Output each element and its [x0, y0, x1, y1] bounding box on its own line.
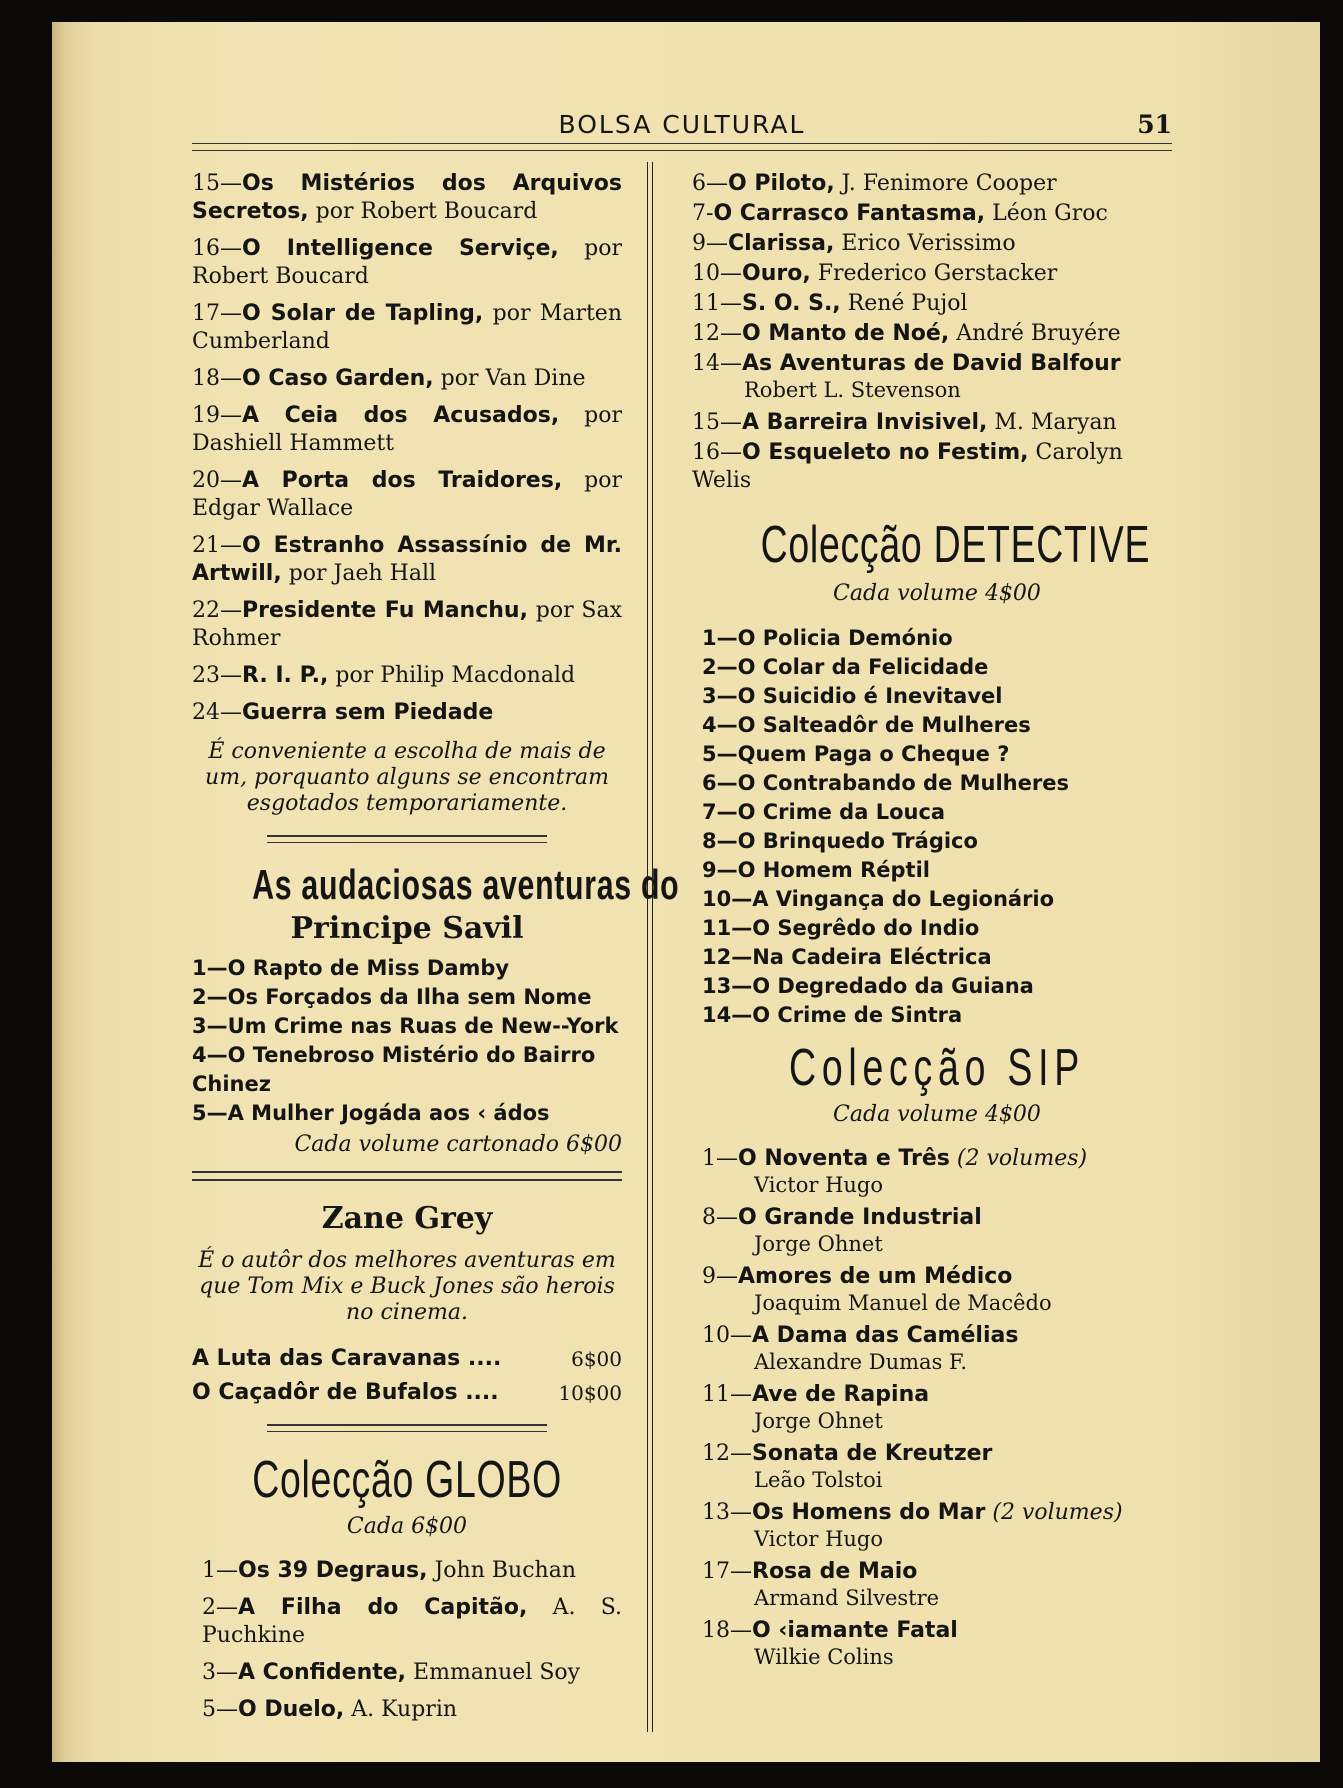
list-item: 7—O Crime da Louca — [702, 800, 946, 824]
list-item: 13—Os Homens do Mar (2 volumes) Victor Hugo — [702, 1500, 1123, 1551]
list-item: 24—Guerra sem Piedade — [192, 700, 494, 725]
savil-series-title: As audaciosas aventuras do — [252, 861, 680, 908]
globo-collection-title: Colecção GLOBO — [252, 1451, 562, 1509]
list-item: 12—Na Cadeira Eléctrica — [702, 945, 992, 969]
list-item: 2—Os Forçados da Ilha sem Nome — [192, 985, 592, 1009]
list-item: 4—O Salteadôr de Mulheres — [702, 713, 1031, 737]
zane-grey-title: Zane Grey — [321, 1201, 493, 1236]
page-header — [192, 90, 1172, 150]
list-item: 10—Ouro, Frederico Gerstacker — [692, 261, 1058, 286]
list-item: 18—O Caso Garden, por Van Dine — [192, 366, 586, 391]
list-item: 3—Um Crime nas Ruas de New--York — [192, 1014, 619, 1038]
header-rule — [192, 143, 1172, 151]
list-item: 23—R. I. P., por Philip Macdonald — [192, 663, 576, 688]
savil-price: Cada volume cartonado 6$00 — [294, 1132, 622, 1157]
book-list-continued-right — [692, 170, 1182, 495]
price-row: O Caçadôr de Bufalos .... 10$00 — [192, 1380, 622, 1405]
list-item: 16—O Intelligence Serviçe, por Robert Boucard — [192, 236, 622, 289]
list-item: 1—O Policia Demónio — [702, 626, 953, 650]
price-row: A Luta das Caravanas .... 6$00 — [192, 1346, 622, 1371]
savil-series-subtitle: Principe Savil — [290, 911, 524, 946]
detective-list — [692, 624, 1182, 1030]
list-item: 3—O Suicidio é Inevitavel — [702, 684, 1003, 708]
list-item: 5—O Duelo, A. Kuprin — [202, 1697, 458, 1722]
running-title: BOLSA CULTURAL — [558, 110, 806, 139]
list-item: 13—O Degredado da Guiana — [702, 974, 1034, 998]
section-rule — [192, 1171, 622, 1181]
list-item: 10—A Vingança do Legionário — [702, 887, 1055, 911]
savil-list — [192, 954, 622, 1128]
list-item: 14—As Aventuras de David Balfour Robert L. Stevenson — [692, 351, 1121, 402]
sip-list — [692, 1145, 1182, 1670]
right-column — [692, 170, 1182, 1676]
sip-collection-title: Colecção SIP — [789, 1039, 1085, 1097]
globo-list — [192, 1557, 622, 1724]
list-item: 15—Os Mistérios dos Arquivos Secretos, por Robert Boucard — [192, 171, 622, 224]
left-column — [192, 170, 680, 1733]
list-item: 16—O Esqueleto no Festim, Carolyn Welis — [692, 440, 1123, 493]
list-item: 3—A Confidente, Emmanuel Soy — [202, 1660, 581, 1685]
list-item: 8—O Grande Industrial Jorge Ohnet — [702, 1205, 982, 1256]
list-item: 11—Ave de Rapina Jorge Ohnet — [702, 1382, 930, 1433]
list-item: 21—O Estranho Assassínio de Mr. Artwill, por Jaeh Hall — [192, 533, 622, 586]
list-item: 12—Sonata de Kreutzer Leão Tolstoi — [702, 1441, 993, 1492]
section-rule — [267, 1424, 547, 1432]
list-item: 15—A Barreira Invisivel, M. Maryan — [692, 410, 1117, 435]
list-item: 18—O ‹iamante Fatal Wilkie Colins — [702, 1618, 958, 1669]
list-item: 1—O Noventa e Três (2 volumes) Victor Hugo — [702, 1146, 1088, 1197]
list-item: 4—O Tenebroso Mistério do Bairro Chinez — [192, 1043, 596, 1096]
list-item: 7-O Carrasco Fantasma, Léon Groc — [692, 201, 1108, 226]
availability-note: É conveniente a escolha de mais de um, porquanto alguns se encontram esgotados temporariamente. — [205, 739, 609, 816]
section-rule — [267, 835, 547, 843]
catalog-page — [52, 22, 1320, 1762]
globo-price: Cada 6$00 — [346, 1514, 468, 1539]
list-item: 17—O Solar de Tapling, por Marten Cumberland — [192, 301, 622, 354]
sip-price: Cada volume 4$00 — [833, 1102, 1041, 1127]
list-item: 20—A Porta dos Traidores, por Edgar Wallace — [192, 468, 622, 521]
list-item: 9—O Homem Réptil — [702, 858, 930, 882]
list-item: 5—Quem Paga o Cheque ? — [702, 742, 1010, 766]
list-item: 8—O Brinquedo Trágico — [702, 829, 978, 853]
list-item: 5—A Mulher Jogáda aos ‹ ádos — [192, 1101, 550, 1125]
list-item: 2—A Filha do Capitão, A. S. Puchkine — [202, 1595, 622, 1648]
list-item: 14—O Crime de Sintra — [702, 1003, 963, 1027]
list-item: 1—O Rapto de Miss Damby — [192, 956, 510, 980]
list-item: 6—O Contrabando de Mulheres — [702, 771, 1069, 795]
list-item: 10—A Dama das Camélias Alexandre Dumas F. — [702, 1323, 1019, 1374]
page-spine-shadow — [52, 22, 66, 1762]
list-item: 12—O Manto de Noé, André Bruyére — [692, 321, 1121, 346]
book-list-continued — [192, 170, 622, 727]
list-item: 1—Os 39 Degraus, John Buchan — [202, 1558, 576, 1583]
list-item: 9—Clarissa, Erico Verissimo — [692, 231, 1016, 256]
list-item: 2—O Colar da Felicidade — [702, 655, 989, 679]
page-number: 51 — [1137, 110, 1172, 139]
detective-price: Cada volume 4$00 — [833, 581, 1041, 606]
list-item: 19—A Ceia dos Acusados, por Dashiell Hammett — [192, 403, 622, 456]
list-item: 22—Presidente Fu Manchu, por Sax Rohmer — [192, 598, 623, 651]
list-item: 11—O Segrêdo do Indio — [702, 916, 980, 940]
list-item: 6—O Piloto, J. Fenimore Cooper — [692, 171, 1057, 196]
detective-collection-title: Colecção DETECTIVE — [760, 516, 1151, 574]
list-item: 9—Amores de um Médico Joaquim Manuel de Macêdo — [702, 1264, 1052, 1315]
list-item: 11—S. O. S., René Pujol — [692, 291, 968, 316]
zane-grey-note: É o autôr dos melhores aventuras em que Tom Mix e Buck Jones são herois no cinema. — [198, 1248, 616, 1325]
list-item: 17—Rosa de Maio Armand Silvestre — [702, 1559, 940, 1610]
column-divider — [647, 162, 653, 1732]
